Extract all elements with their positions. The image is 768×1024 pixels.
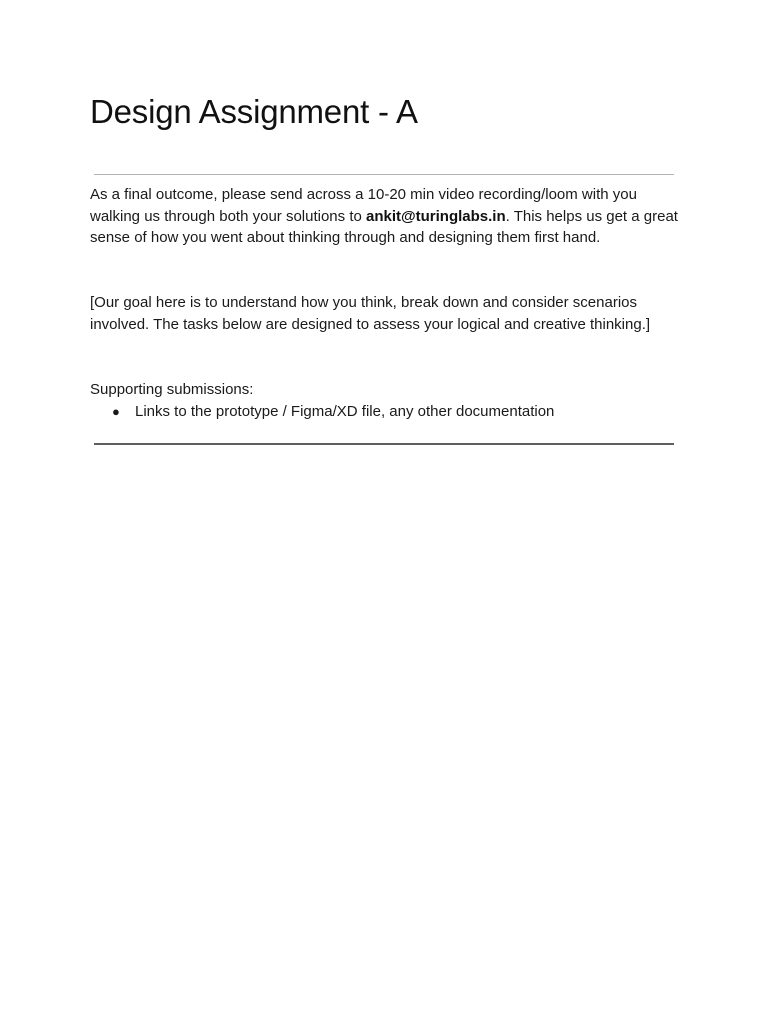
list-item (90, 401, 690, 423)
document-title: Design Assignment - A (90, 93, 418, 130)
supporting-submissions-heading: Supporting submissions: (90, 381, 254, 398)
list-item-text: Links to the prototype / Figma/XD file, any other documentation (135, 402, 555, 420)
contact-email: ankit@turinglabs.in (366, 207, 506, 225)
goal-paragraph: [Our goal here is to understand how you think, break down and consider scenarios involved. The tasks below are designed to assess your logical and creative thinking.] (90, 294, 651, 333)
bullet-icon: ● (112, 403, 120, 419)
supporting-submissions-section (90, 379, 690, 422)
instructions-text-end: . This helps us get a great sense of how you went about thinking through and designing them first hand. (90, 207, 678, 247)
section-divider (94, 443, 674, 445)
instructions-paragraph (90, 184, 690, 249)
supporting-submissions-list (90, 401, 690, 423)
instructions-text-start: As a final outcome, please send across a 10-20 min video recording/loom with you walking us through both your solutions to (90, 186, 637, 225)
title-divider (94, 174, 674, 175)
